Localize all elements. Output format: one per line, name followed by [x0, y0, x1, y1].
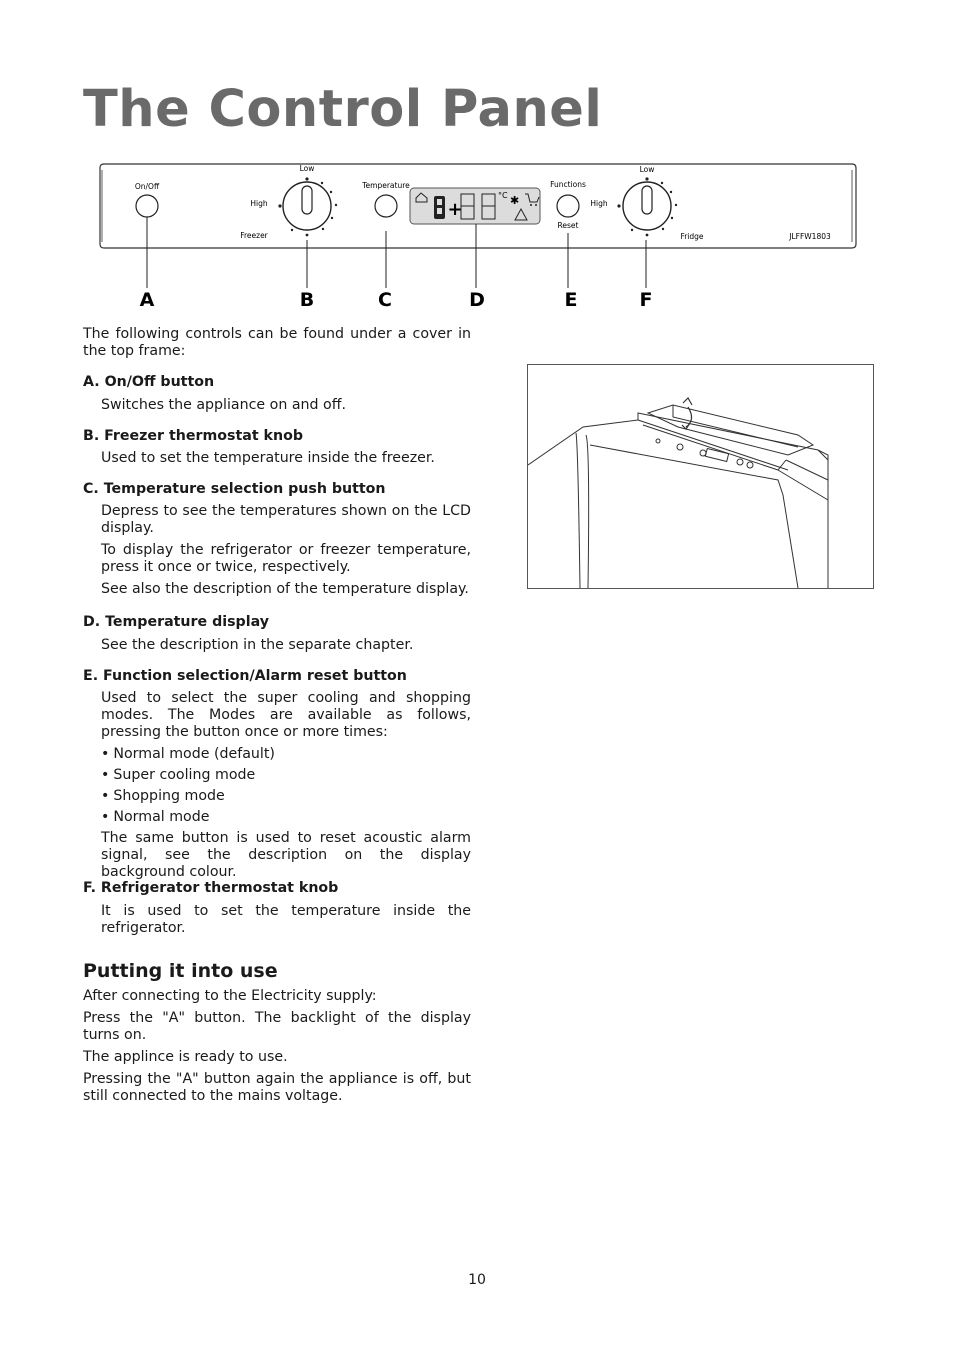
fridge-label: Fridge — [680, 232, 704, 241]
item-c-body — [101, 503, 471, 603]
item-e-para-1: Used to select the super cooling and shopping modes. The Modes are available as follows, pressing the button once or more times: — [101, 690, 471, 740]
callout-c: C — [378, 289, 392, 310]
plus-sign: + — [447, 199, 463, 220]
freezer-high-label: High — [250, 199, 268, 208]
item-b-body: Used to set the temperature inside the freezer. — [101, 450, 435, 466]
fridge-cover-svg — [528, 365, 873, 588]
use-line: The applince is ready to use. — [83, 1049, 288, 1065]
use-line: After connecting to the Electricity supply: — [83, 988, 377, 1004]
item-e-title: E. Function selection/Alarm reset button — [83, 668, 407, 684]
onoff-label: On/Off — [134, 182, 160, 191]
item-f-title: F. Refrigerator thermostat knob — [83, 880, 339, 896]
temperature-display — [410, 188, 540, 224]
item-e-para-2: The same button is used to reset acoustic alarm signal, see the description on the display background colour. — [101, 830, 471, 880]
fridge-low-label: Low — [639, 165, 655, 174]
page-number: 10 — [468, 1272, 486, 1288]
fridge-cover-illustration — [527, 364, 874, 589]
functions-button[interactable] — [557, 195, 579, 217]
fridge-high-label: High — [590, 199, 608, 208]
use-line: Press the "A" button. The backlight of the display turns on. — [83, 1010, 471, 1043]
item-c-para-1: Depress to see the temperatures shown on the LCD display. — [101, 503, 471, 536]
use-text — [83, 988, 471, 1110]
item-d-body: See the description in the separate chapter. — [101, 637, 414, 653]
page-title: The Control Panel — [83, 80, 603, 139]
callout-e: E — [564, 289, 578, 310]
temperature-label: Temperature — [362, 181, 410, 190]
control-panel-diagram — [96, 160, 860, 310]
freezer-label: Freezer — [240, 231, 268, 240]
use-line: Pressing the "A" button again the appliance is off, but still connected to the mains voltage. — [83, 1071, 471, 1104]
fridge-thermostat-knob[interactable] — [623, 182, 671, 230]
item-f-body: It is used to set the temperature inside the refrigerator. — [101, 903, 471, 936]
item-c-para-3: See also the description of the temperature display. — [101, 581, 469, 597]
callout-d: D — [469, 289, 485, 310]
item-c-title: C. Temperature selection push button — [83, 481, 386, 497]
mode-item: • Normal mode — [101, 809, 471, 826]
snowflake-icon: ✱ — [510, 194, 520, 207]
callout-b: B — [299, 289, 315, 310]
mode-item: • Normal mode (default) — [101, 746, 471, 763]
functions-label: Functions — [550, 180, 586, 189]
item-c-para-2: To display the refrigerator or freezer temperature, press it once or twice, respectively. — [101, 542, 471, 575]
freezer-thermostat-knob[interactable] — [283, 182, 331, 230]
intro-text: The following controls can be found under a cover in the top frame: — [83, 326, 471, 359]
celsius-unit: °C — [498, 191, 508, 200]
onoff-button[interactable] — [136, 195, 158, 217]
item-d-title: D. Temperature display — [83, 614, 269, 630]
item-a-body: Switches the appliance on and off. — [101, 397, 346, 413]
reset-label: Reset — [557, 221, 579, 230]
mode-item: • Shopping mode — [101, 788, 471, 805]
mode-item: • Super cooling mode — [101, 767, 471, 784]
temperature-button[interactable] — [375, 195, 397, 217]
item-e-body — [101, 690, 471, 886]
item-b-title: B. Freezer thermostat knob — [83, 428, 303, 444]
mode-list — [101, 746, 471, 826]
callout-f: F — [639, 289, 653, 310]
freezer-low-label: Low — [299, 164, 315, 173]
item-a-title: A. On/Off button — [83, 374, 215, 390]
callout-a: A — [139, 289, 155, 310]
control-panel-svg — [96, 160, 860, 310]
model-code: JLFFW1803 — [789, 232, 831, 241]
section-title-use: Putting it into use — [83, 960, 278, 982]
